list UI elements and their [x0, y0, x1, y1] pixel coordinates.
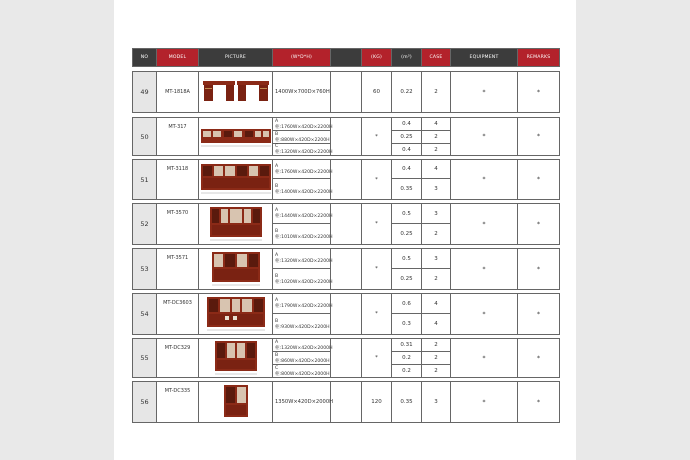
remarks: * — [518, 382, 560, 423]
blank-cell — [331, 382, 362, 423]
model-code: MT-3118 — [157, 160, 199, 200]
blank-cell — [331, 204, 362, 245]
table-row — [133, 249, 560, 269]
equipment: * — [451, 204, 518, 245]
header-picture: PICTURE — [199, 49, 273, 67]
equipment: * — [451, 339, 518, 378]
bookcase-image — [203, 295, 269, 333]
volume: 0.22 — [392, 72, 422, 113]
row-number: 54 — [133, 294, 157, 335]
header-remarks: REMARKS — [518, 49, 560, 67]
table-row — [133, 204, 560, 224]
case-count: 4 — [422, 160, 451, 179]
volume: 0.35 — [392, 382, 422, 423]
row-number: 55 — [133, 339, 157, 378]
case-count: 3 — [422, 382, 451, 423]
row-number: 49 — [133, 72, 157, 113]
remarks: * — [518, 160, 560, 200]
weight: 120 — [362, 382, 392, 423]
product-picture — [199, 72, 273, 113]
product-picture — [199, 382, 273, 423]
header-volume: (m³) — [392, 49, 422, 67]
row-number: 50 — [133, 118, 157, 156]
model-code: MT-DC3603 — [157, 294, 199, 335]
weight: * — [362, 118, 392, 156]
header-equipment: EQUIPMENT — [451, 49, 518, 67]
product-picture — [199, 160, 273, 200]
blank-cell — [331, 339, 362, 378]
bookcase-image — [211, 339, 261, 377]
table-row — [133, 294, 560, 314]
bookcase-image — [200, 162, 272, 198]
dimension: A柜:1760W×420D×2200H — [273, 160, 331, 179]
dimension: 1350W×420D×2000H — [273, 382, 331, 423]
dimension: B柜:1400W×420D×2200H — [273, 179, 331, 200]
remarks: * — [518, 339, 560, 378]
weight: 60 — [362, 72, 392, 113]
bookcase-image — [206, 250, 266, 288]
dimension: B柜:1010W×420D×2200H — [273, 224, 331, 245]
product-picture — [199, 339, 273, 378]
model-code: MT-3570 — [157, 204, 199, 245]
weight: * — [362, 204, 392, 245]
dimension: B柜:1020W×420D×2200H — [273, 269, 331, 290]
equipment: * — [451, 249, 518, 290]
volume: 0.35 — [392, 179, 422, 200]
case-count: 3 — [422, 204, 451, 224]
volume: 0.2 — [392, 365, 422, 378]
product-picture — [199, 118, 273, 156]
weight: * — [362, 294, 392, 335]
case-count: 2 — [422, 352, 451, 365]
equipment: * — [451, 118, 518, 156]
equipment: * — [451, 382, 518, 423]
row-number: 51 — [133, 160, 157, 200]
case-count: 2 — [422, 131, 451, 144]
model-code: MT-1818A — [157, 72, 199, 113]
row-number: 56 — [133, 382, 157, 423]
case-count: 4 — [422, 314, 451, 335]
dimension: A柜:1790W×420D×2200H — [273, 294, 331, 314]
remarks: * — [518, 72, 560, 113]
product-table — [132, 48, 560, 423]
volume: 0.25 — [392, 269, 422, 290]
row-number: 53 — [133, 249, 157, 290]
volume: 0.4 — [392, 160, 422, 179]
remarks: * — [518, 294, 560, 335]
dimension: B柜:860W×420D×2000H — [273, 352, 331, 365]
table-row — [133, 339, 560, 352]
dimension: C柜:800W×420D×2000H — [273, 365, 331, 378]
table-row — [133, 382, 560, 423]
equipment: * — [451, 294, 518, 335]
volume: 0.31 — [392, 339, 422, 352]
table-row — [133, 118, 560, 131]
dimension: A柜:1760W×420D×2200H — [273, 118, 331, 131]
volume: 0.25 — [392, 131, 422, 144]
weight: * — [362, 249, 392, 290]
case-count: 2 — [422, 144, 451, 156]
model-code: MT-3571 — [157, 249, 199, 290]
bookcase-image — [221, 383, 251, 421]
volume: 0.4 — [392, 144, 422, 156]
header-no: NO — [133, 49, 157, 67]
remarks: * — [518, 118, 560, 156]
header-kg: (KG) — [362, 49, 392, 67]
table-row — [133, 160, 560, 179]
dimension: C柜:1320W×420D×2200H — [273, 144, 331, 156]
header-row — [133, 49, 560, 67]
case-count: 3 — [422, 179, 451, 200]
remarks: * — [518, 204, 560, 245]
product-picture — [199, 249, 273, 290]
header-size: (W*D*H) — [273, 49, 331, 67]
weight: * — [362, 339, 392, 378]
volume: 0.25 — [392, 224, 422, 245]
dimension: B柜:880W×420D×2200H — [273, 131, 331, 144]
row-number: 52 — [133, 204, 157, 245]
case-count: 2 — [422, 269, 451, 290]
equipment: * — [451, 72, 518, 113]
equipment: * — [451, 160, 518, 200]
blank-cell — [331, 118, 362, 156]
dimension: 1400W×700D×760H — [273, 72, 331, 113]
case-count: 2 — [422, 365, 451, 378]
table-row — [133, 72, 560, 113]
case-count: 2 — [422, 72, 451, 113]
header-case: CASE — [422, 49, 451, 67]
volume: 0.5 — [392, 204, 422, 224]
blank-cell — [331, 249, 362, 290]
bookcase-image — [200, 123, 272, 151]
volume: 0.6 — [392, 294, 422, 314]
blank-cell — [331, 160, 362, 200]
header-blank — [331, 49, 362, 67]
model-code: MT-DC335 — [157, 382, 199, 423]
volume: 0.2 — [392, 352, 422, 365]
header-model: MODEL — [157, 49, 199, 67]
dimension: B柜:930W×420D×2200H — [273, 314, 331, 335]
case-count: 3 — [422, 249, 451, 269]
case-count: 4 — [422, 294, 451, 314]
desk-image — [201, 77, 271, 107]
blank-cell — [331, 294, 362, 335]
model-code: MT-DC329 — [157, 339, 199, 378]
case-count: 2 — [422, 224, 451, 245]
blank-cell — [331, 72, 362, 113]
model-code: MT-317 — [157, 118, 199, 156]
weight: * — [362, 160, 392, 200]
dimension: A柜:1320W×420D×2200H — [273, 249, 331, 269]
bookcase-image — [206, 205, 266, 243]
volume: 0.5 — [392, 249, 422, 269]
case-count: 2 — [422, 339, 451, 352]
product-picture — [199, 204, 273, 245]
dimension: A柜:1320W×420D×2000H — [273, 339, 331, 352]
remarks: * — [518, 249, 560, 290]
dimension: A柜:1440W×420D×2200H — [273, 204, 331, 224]
volume: 0.3 — [392, 314, 422, 335]
product-picture — [199, 294, 273, 335]
case-count: 4 — [422, 118, 451, 131]
volume: 0.4 — [392, 118, 422, 131]
